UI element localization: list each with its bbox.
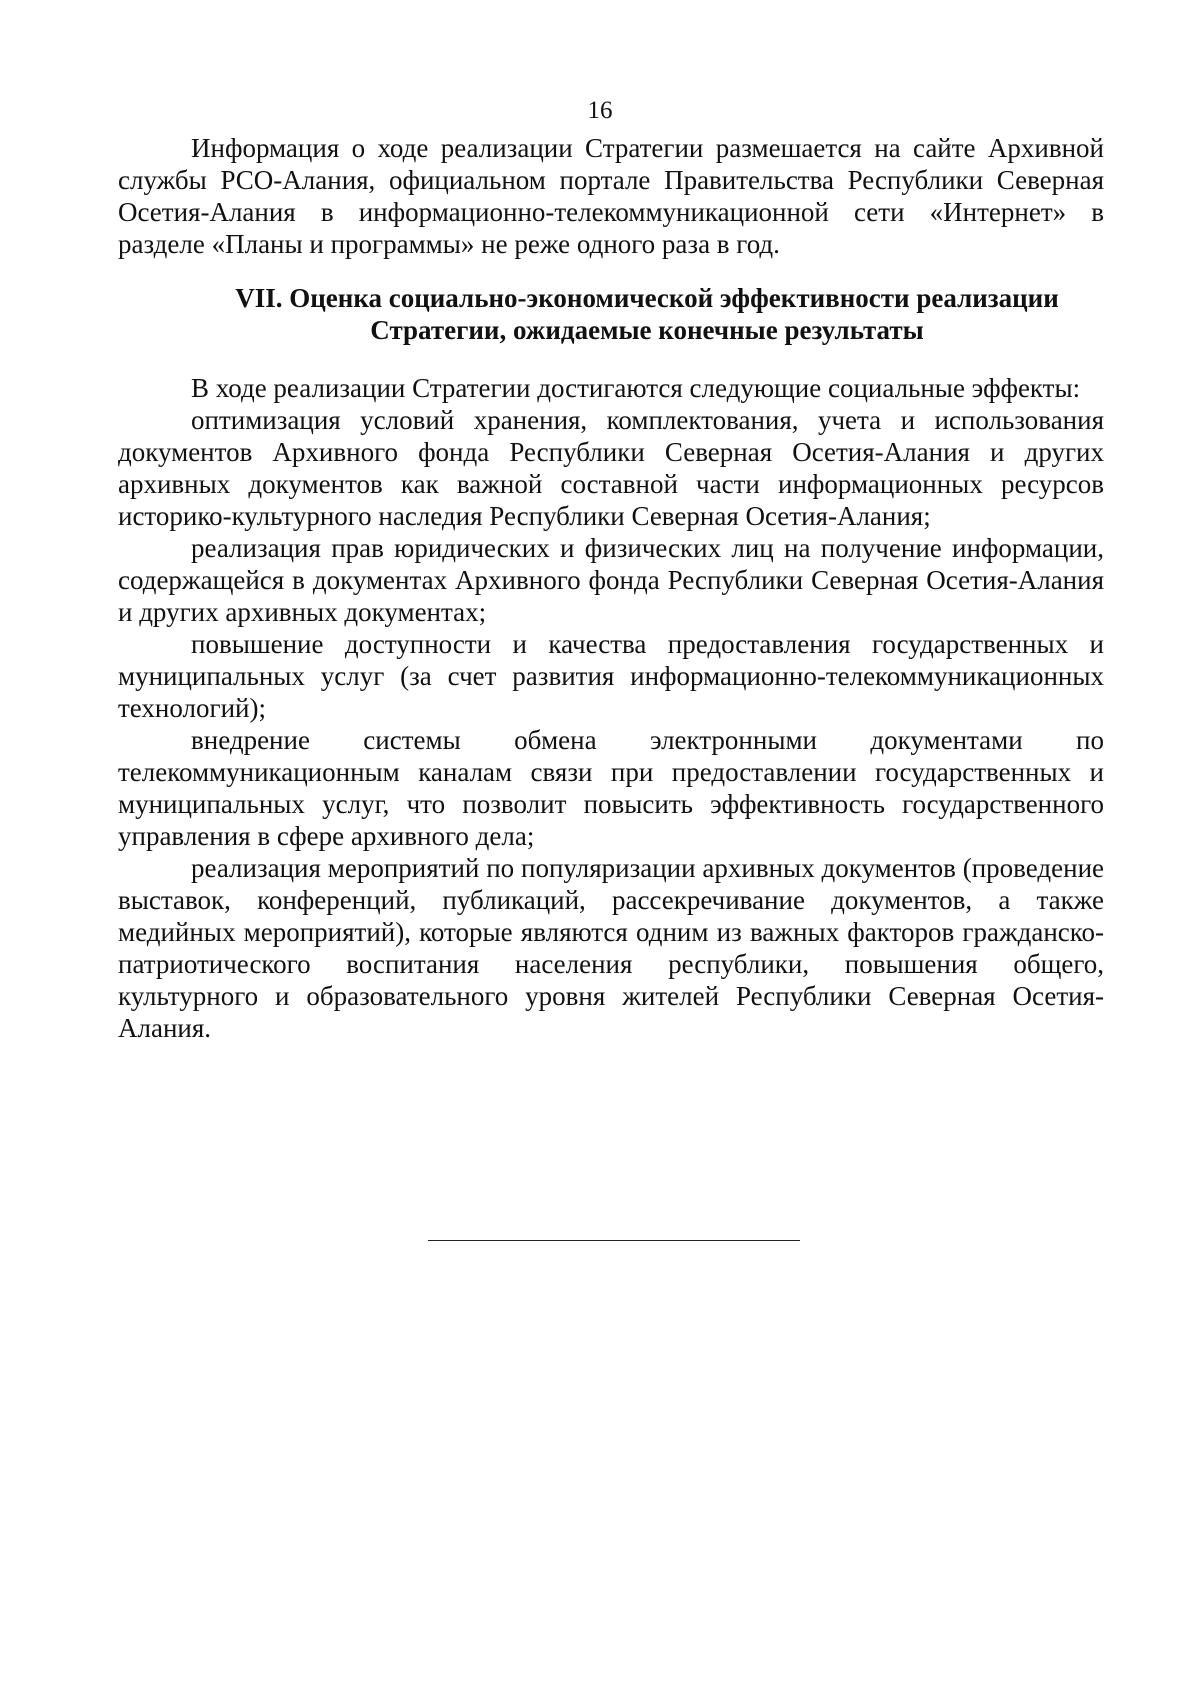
closing-divider: [428, 1240, 800, 1241]
effect-paragraph-1: оптимизация условий хранения, комплектования, учета и использования документов Архивного фонда Республики Северная Осетия-Алания и других архивных документов как важной составной части информационных ресурсов историко-культурного наследия Республики Северная Осетия-Алания;: [118, 405, 1104, 531]
intro-paragraph: Информация о ходе реализации Стратегии размешается на сайте Архивной службы РСО-Алания, официальном портале Правительства Республики Северная Осетия-Алания в информационно-телекоммуникационной сети «Интернет» в разделе «Планы и программы» не реже одного раза в год.: [118, 133, 1104, 259]
effect-paragraph-4: внедрение системы обмена электронными документами по телекоммуникационным каналам связи при предоставлении государственных и муниципальных услуг, что позволит повысить эффективность государственного управления в сфере архивного дела;: [118, 725, 1104, 851]
page-number: 16: [587, 97, 613, 124]
effect-paragraph-3: повышение доступности и качества предоставления государственных и муниципальных услуг (за счет развития информационно-телекоммуникационных технологий);: [118, 629, 1104, 723]
section-heading-line-1: VII. Оценка социально-экономической эффективности реализации: [235, 283, 1059, 313]
section-lead-paragraph: В ходе реализации Стратегии достигаются следующие социальные эффекты:: [191, 373, 1081, 403]
section-heading: [118, 282, 1104, 346]
effect-paragraph-5: реализация мероприятий по популяризации архивных документов (проведение выставок, конференций, публикаций, рассекречивание документов, а также медийных мероприятий), которые являются одним из важных факторов гражданско-патриотического воспитания населения республики, повышения общего, культурного и образовательного уровня жителей Республики Северная Осетия-Алания.: [118, 853, 1104, 1043]
document-body: [118, 132, 1104, 1044]
section-heading-line-2: Стратегии, ожидаемые конечные результаты: [370, 315, 924, 345]
effect-paragraph-2: реализация прав юридических и физических лиц на получение информации, содержащейся в документах Архивного фонда Республики Северная Осетия-Алания и других архивных документах;: [118, 533, 1104, 627]
